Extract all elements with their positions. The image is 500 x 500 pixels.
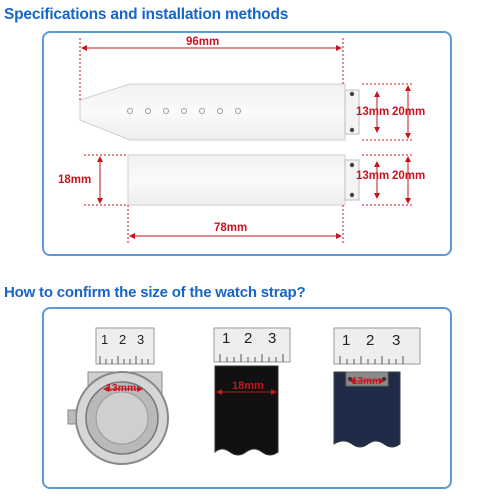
section-heading-specifications: Specifications and installation methods [4, 6, 289, 23]
ruler-number: 1 [101, 332, 109, 347]
ruler-number: 3 [137, 332, 145, 347]
short-strap [128, 155, 359, 205]
label-78mm: 78mm [214, 222, 248, 234]
label-18mm: 18mm [58, 174, 92, 186]
label-navy-strap-13mm: 13mm [352, 376, 381, 387]
long-strap [80, 84, 359, 140]
ruler-number: 2 [244, 330, 253, 347]
label-watch-13mm: 13mm [106, 382, 137, 394]
label-20mm-top: 20mm [392, 106, 426, 118]
watch-case-example [68, 328, 168, 464]
label-96mm: 96mm [186, 36, 220, 48]
label-20mm-bottom: 20mm [392, 170, 426, 182]
ruler-number: 1 [222, 330, 231, 347]
label-13mm-top: 13mm [356, 106, 390, 118]
label-13mm-bottom: 13mm [356, 170, 390, 182]
section-heading-confirm-size: How to confirm the size of the watch strap? [4, 284, 306, 301]
ruler-number: 1 [342, 332, 351, 349]
ruler-number: 2 [119, 332, 127, 347]
label-black-strap-18mm: 18mm [232, 380, 264, 392]
ruler-number: 3 [392, 332, 401, 349]
ruler-number: 2 [366, 332, 375, 349]
ruler-number: 3 [268, 330, 277, 347]
